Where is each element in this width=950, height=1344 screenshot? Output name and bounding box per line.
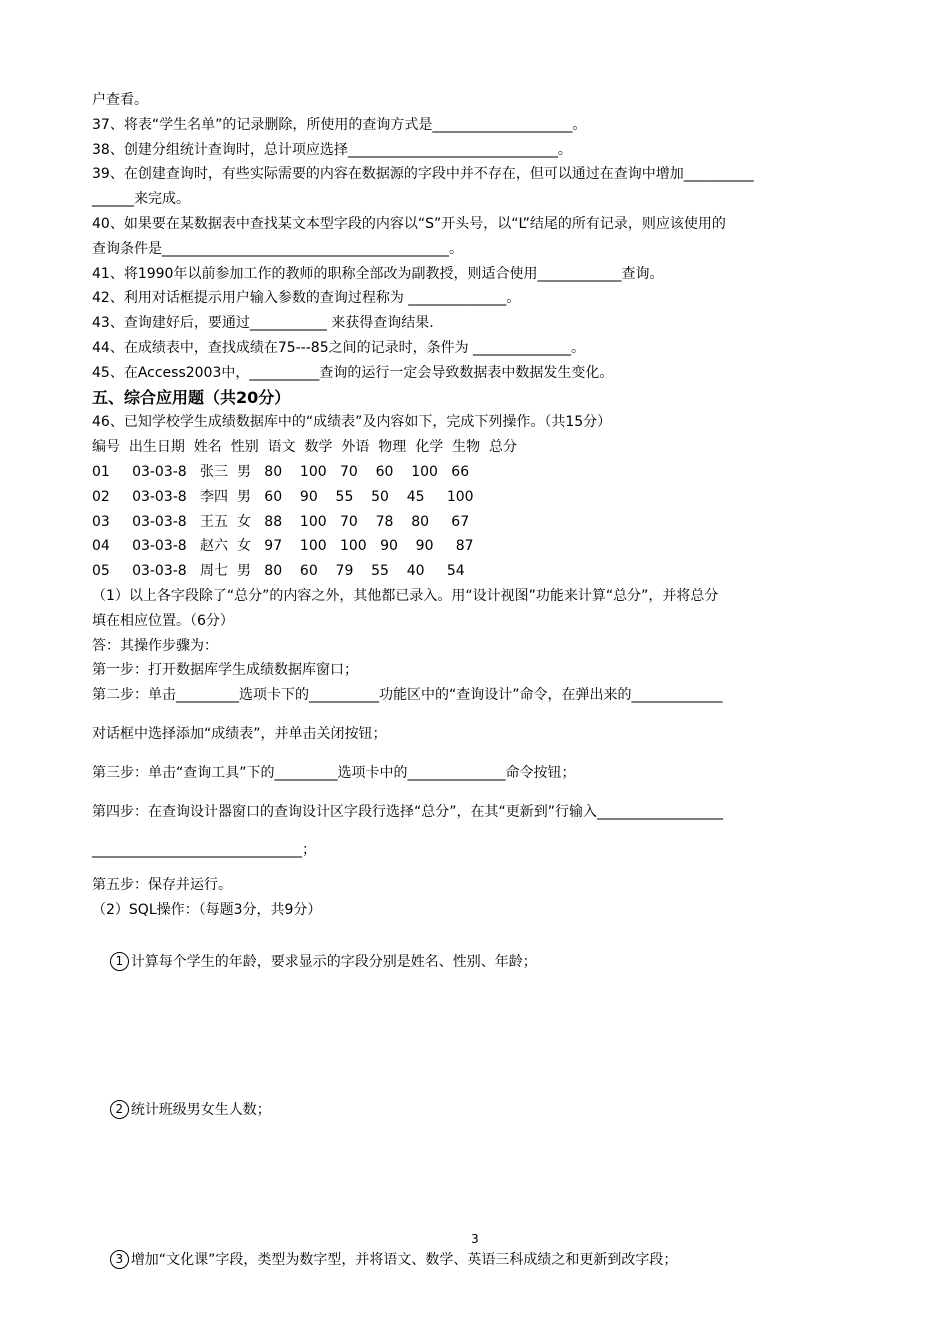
question-39-cont: ______来完成。 xyxy=(92,191,190,208)
table-row: 03 03-03-8 王五 女 88 100 70 78 80 67 xyxy=(92,513,470,530)
step-5: 第五步：保存并运行。 xyxy=(92,877,232,894)
answer-space xyxy=(92,999,862,1071)
table-row: 01 03-03-8 张三 男 80 100 70 60 100 66 xyxy=(92,463,470,480)
step-4-cont: ______________________________； xyxy=(92,842,316,859)
section-title: 五、综合应用题（共20分） xyxy=(92,387,291,407)
question-38: 38、创建分组统计查询时，总计项应选择______________________________。 xyxy=(92,141,572,158)
table-header: 编号 出生日期 姓名 性别 语文 数学 外语 物理 化学 生物 总分 xyxy=(92,439,518,456)
step-2-cont: 对话框中选择添加“成绩表”，并单击关闭按钮； xyxy=(92,725,387,742)
answer-space xyxy=(92,1147,862,1221)
step-3: 第三步：单击“查询工具”下的_________选项卡中的______________命令按钮； xyxy=(92,764,576,781)
text-line: 户查看。 xyxy=(92,92,148,108)
circled-number: 1 xyxy=(110,952,129,971)
question-40: 40、如果要在某数据表中查找某文本型字段的内容以“S”开头号，以“L”结尾的所有记录，则应该使用的 xyxy=(92,215,726,232)
question-42: 42、利用对话框提示用户输入参数的查询过程称为 ______________。 xyxy=(92,290,521,307)
question-37: 37、将表“学生名单”的记录删除，所使用的查询方式是____________________。 xyxy=(92,116,587,133)
question-46-intro: 46、已知学校学生成绩数据库中的“成绩表”及内容如下，完成下列操作。（共15分） xyxy=(92,414,612,431)
part2-text: （2）SQL操作：（每题3分，共9分） xyxy=(92,901,322,918)
step-1: 第一步：打开数据库学生成绩数据库窗口； xyxy=(92,662,358,679)
sql-item-text: 统计班级男女生人数； xyxy=(130,1101,271,1118)
part1-text-cont: 填在相应位置。（6分） xyxy=(92,612,234,629)
step-2: 第二步：单击_________选项卡下的__________功能区中的“查询设计”命令，在弹出来的_____________ xyxy=(92,687,723,704)
question-40-cont: 查询条件是_________________________________________。 xyxy=(92,240,463,257)
question-43: 43、查询建好后，要通过___________ 来获得查询结果. xyxy=(92,315,434,332)
sql-item-text: 增加“文化课”字段，类型为数字型，并将语文、数学、英语三科成绩之和更新到改字段； xyxy=(130,1252,678,1269)
question-44: 44、在成绩表中，查找成绩在75---85之间的记录时，条件为 ______________。 xyxy=(92,339,586,356)
sql-item-text: 计算每个学生的年龄，要求显示的字段分别是姓名、性别、年龄； xyxy=(130,953,537,970)
part1-text: （1）以上各字段除了“总分”的内容之外，其他都已录入。用“设计视图”功能来计算“总分”，并将总分 xyxy=(92,587,719,604)
circled-number: 3 xyxy=(110,1250,129,1269)
table-row: 05 03-03-8 周七 男 80 60 79 55 40 54 xyxy=(92,563,465,580)
table-row: 02 03-03-8 李四 男 60 90 55 50 45 100 xyxy=(92,488,474,505)
document-page xyxy=(92,88,862,1298)
sql-item-1 xyxy=(92,925,862,999)
circled-number: 2 xyxy=(110,1100,129,1119)
question-45: 45、在Access2003中，__________查询的运行一定会导致数据表中数据发生变化。 xyxy=(92,364,614,381)
sql-item-2 xyxy=(92,1073,862,1147)
answer-intro: 答：其操作步骤为： xyxy=(92,637,218,654)
page-number: 3 xyxy=(471,1232,479,1246)
step-4: 第四步：在查询设计器窗口的查询设计区字段行选择“总分”，在其“更新到”行输入__________________ xyxy=(92,803,724,820)
question-39: 39、在创建查询时，有些实际需要的内容在数据源的字段中并不存在，但可以通过在查询中增加__________ xyxy=(92,166,754,183)
table-row: 04 03-03-8 赵六 女 97 100 100 90 90 87 xyxy=(92,538,474,555)
question-41: 41、将1990年以前参加工作的教师的职称全部改为副教授，则适合使用____________查询。 xyxy=(92,265,664,282)
